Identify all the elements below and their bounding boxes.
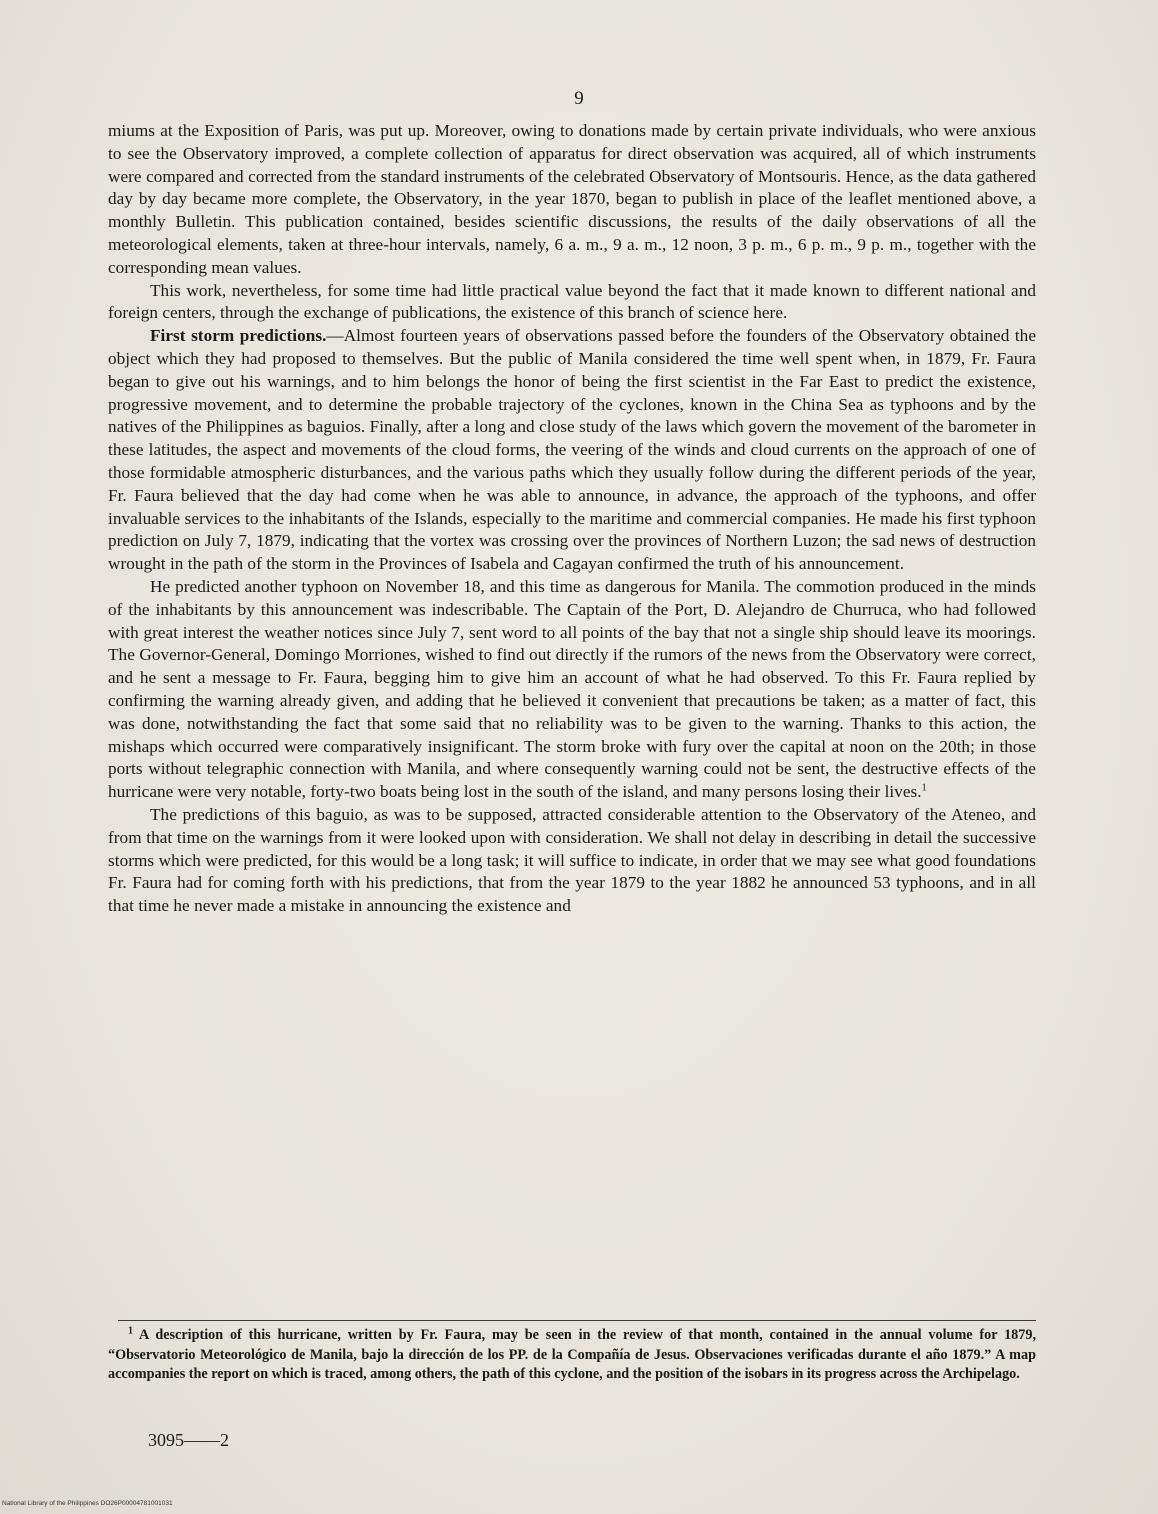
signature-mark: 3095——2 (148, 1430, 229, 1450)
paragraph-1: miums at the Exposition of Paris, was put up. Moreover, owing to donations made by certain private individuals, who were anxious to see the Observatory improved, a complete collection of apparatus for direct observation was acquired, all of which instruments were compared and corrected from the standard instruments of the celebrated Observatory of Montsouris. Hence, as the data gathered day by day became more complete, the Observatory, in the year 1870, began to publish in place of the leaflet mentioned above, a monthly Bulletin. This publication contained, besides scientific discussions, the results of the daily observations of all the meteorological elements, taken at three-hour intervals, namely, 6 a. m., 9 a. m., 12 noon, 3 p. m., 6 p. m., 9 p. m., together with the corresponding mean values. (108, 121, 1036, 277)
page-number: 9 (574, 88, 584, 109)
footnote-text: A description of this hurricane, written by Fr. Faura, may be seen in the review of that month, contained in the annual volume for 1879, “Observatorio Meteorológico de Manila, bajo la dirección de los PP. de la Compañía de Jesus. Observaciones verificadas durante el año 1879.” A map accompanies the report on which is traced, among others, the path of this cyclone, and the position of the isobars in its progress across the Archipelago. (108, 1327, 1036, 1383)
paragraph-4-text: He predicted another typhoon on November 18, and this time as dangerous for Manila. The commotion produced in the minds of the inhabitants by this announcement was indescribable. The Captain of the Port, D. Alejandro de Churruca, who had followed with great interest the weather notices since July 7, sent word to all points of the bay that not a single ship should leave its moorings. The Governor-General, Domingo Morriones, wished to find out directly if the rumors of the news from the Observatory were correct, and he sent a message to Fr. Faura, begging him to give him an account of what he had observed. To this Fr. Faura replied by confirming the warning already given, and adding that he believed it convenient that precautions be taken; as a matter of fact, this was done, notwithstanding the fact that some said that no reliability was to be given to the warning. Thanks to this action, the mishaps which occurred were comparatively insignificant. The storm broke with fury over the capital at noon on the 20th; in those ports without telegraphic connection with Manila, and where consequently warning could not be sent, the destructive effects of the hurricane were very notable, forty-two boats being lost in the south of the island, and many persons losing their lives. (108, 576, 1036, 802)
section-heading: First storm predictions. (150, 326, 327, 346)
footnote-reference: 1 (921, 782, 927, 794)
paragraph-5: The predictions of this baguio, as was to be supposed, attracted considerable attention to the Observatory of the Ateneo, and from that time on the warnings from it were looked upon with consideration. We shall not delay in describing in detail the successive storms which were predicted, for this would be a long task; it will suffice to indicate, in order that we may see what good foundations Fr. Faura had for coming forth with his predictions, that from the year 1879 to the year 1882 he announced 53 typhoons, and in all that time he never made a mistake in announcing the existence and (108, 804, 1036, 916)
paragraph-2: This work, nevertheless, for some time had little practical value beyond the fact that it made known to different national and foreign centers, through the exchange of publications, the existence of this branch of science here. (108, 280, 1036, 323)
footnote-divider (118, 1320, 1036, 1321)
paragraph-4 (108, 576, 1036, 804)
library-stamp: National Library of the Philippines DO26P00004781001031 (2, 1500, 173, 1507)
footnote (108, 1326, 1036, 1385)
paragraph-3 (108, 325, 1036, 576)
body-text (108, 120, 1036, 918)
paragraph-3-text: —Almost fourteen years of observations passed before the founders of the Observatory obtained the object which they had proposed to themselves. But the public of Manila considered the time well spent when, in 1879, Fr. Faura began to give out his warnings, and to him belongs the honor of being the first scientist in the Far East to predict the existence, progressive movement, and to determine the probable trajectory of the cyclones, known in the China Sea as typhoons and by the natives of the Philippines as baguios. Finally, after a long and close study of the laws which govern the movement of the barometer in these latitudes, the aspect and movements of the cloud forms, the veering of the winds and cloud currents on the approach of one of those formidable atmospheric disturbances, and the various paths which they usually follow during the different periods of the year, Fr. Faura believed that the day had come when he was able to announce, in advance, the approach of the typhoons, and offer invaluable services to the inhabitants of the Islands, especially to the maritime and commercial companies. He made his first typhoon prediction on July 7, 1879, indicating that the vortex was crossing over the provinces of Northern Luzon; the sad news of destruction wrought in the path of the storm in the Provinces of Isabela and Cagayan confirmed the truth of his announcement. (108, 326, 1037, 574)
footnote-mark: 1 (128, 1325, 133, 1337)
